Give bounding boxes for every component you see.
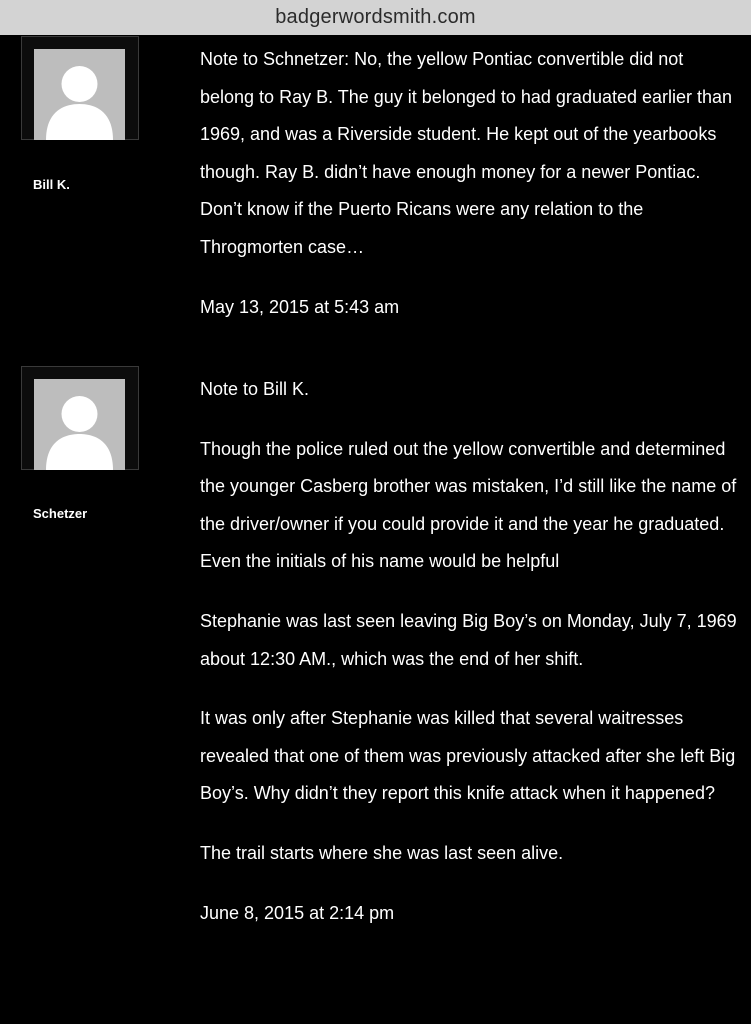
browser-url-bar[interactable] bbox=[0, 0, 751, 35]
comment-paragraph: It was only after Stephanie was killed that several waitresses revealed that one of them was previously attacked after she left Big Boy’s. Why didn’t they report this knife attack when it happened? bbox=[200, 708, 736, 804]
comment-paragraph: Note to Bill K. bbox=[200, 379, 310, 399]
comment-paragraph: Note to Schnetzer: No, the yellow Pontiac convertible did not belong to Ray B. The guy it belonged to had graduated earlier than 1969, and was a Riverside student. He kept out of the yearbooks though. Ray B. didn’t have enough money for a newer Pontiac. Don’t know if the Puerto Ricans were any relation to the Throgmorten case… bbox=[200, 49, 733, 257]
default-user-avatar-icon bbox=[34, 49, 125, 140]
comment-paragraph: The trail starts where she was last seen alive. bbox=[200, 842, 564, 863]
avatar-frame bbox=[21, 366, 139, 470]
comment-paragraph: Though the police ruled out the yellow convertible and determined the younger Casberg brother was mistaken, I’d still like the name of the driver/owner if you could provide it and the year he graduated. Even the initials of his name would be helpful bbox=[200, 438, 737, 572]
comment-body bbox=[200, 371, 740, 932]
default-user-avatar-icon bbox=[34, 379, 125, 470]
url-text: badgerwordsmith.com bbox=[275, 6, 476, 28]
comment-author[interactable]: Bill K. bbox=[33, 177, 70, 192]
comment-body bbox=[200, 41, 740, 326]
comment-author[interactable]: Schetzer bbox=[33, 506, 88, 521]
comment-timestamp[interactable]: June 8, 2015 at 2:14 pm bbox=[200, 902, 395, 923]
comment-paragraph: Stephanie was last seen leaving Big Boy’s on Monday, July 7, 1969 about 12:30 AM., which was the end of her shift. bbox=[200, 610, 737, 669]
avatar-frame bbox=[21, 36, 139, 140]
comment-timestamp[interactable]: May 13, 2015 at 5:43 am bbox=[200, 296, 400, 317]
